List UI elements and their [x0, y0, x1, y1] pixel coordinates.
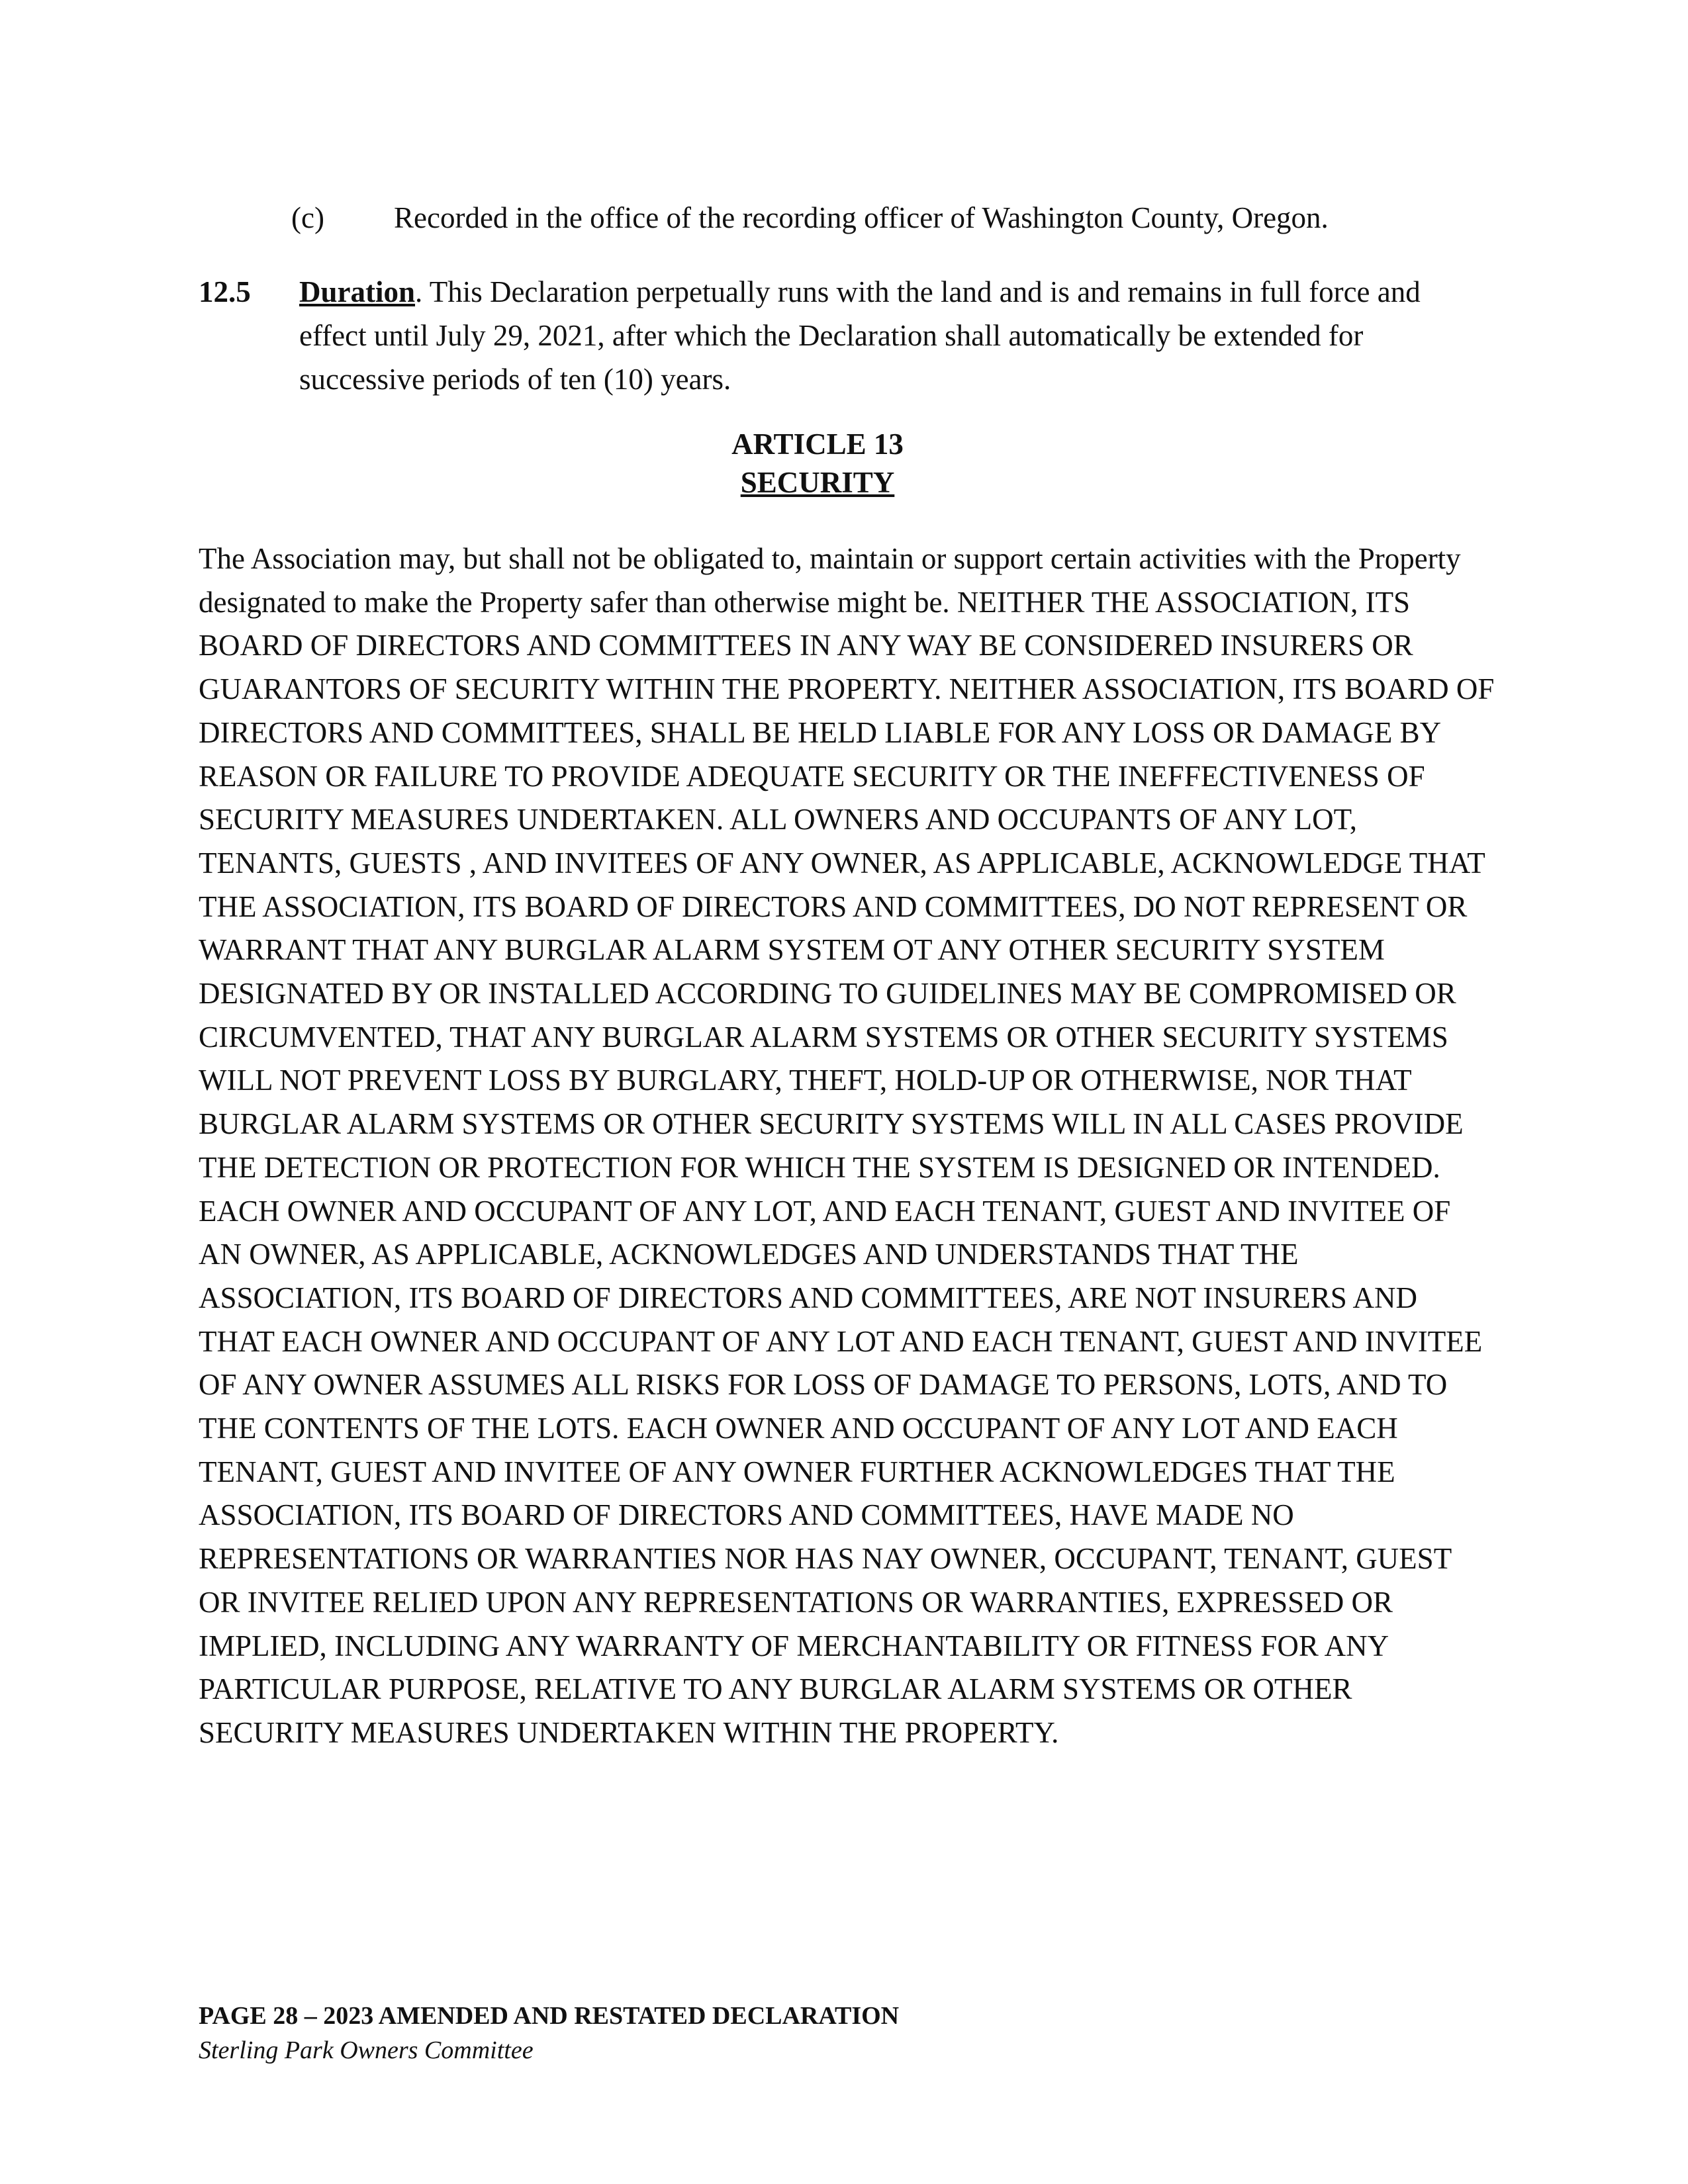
- section-heading: Duration: [299, 275, 416, 308]
- footer-committee: Sterling Park Owners Committee: [199, 2036, 534, 2064]
- section-12-5: [199, 270, 1496, 401]
- section-text: . This Declaration perpetually runs with the land and is and remains in full force and effect until July 29, 2021, after which the Declaration shall automatically be extended for successive periods of ten (10) years.: [299, 275, 1421, 396]
- section-number: 12.5: [199, 275, 251, 308]
- article-number: ARTICLE 13: [731, 428, 904, 461]
- page-footer: [199, 1999, 899, 2068]
- security-paragraph: The Association may, but shall not be obligated to, maintain or support certain activities with the Property designated to make the Property safer than otherwise might be. NEITHER THE ASSOCIATION, ITS BOARD OF DIRECTORS AND COMMITTEES IN ANY WAY BE CONSIDERED INSURERS OR GUARANTORS OF SECURITY WITHIN THE PROPERTY. NEITHER ASSOCIATION, ITS BOARD OF DIRECTORS AND COMMITTEES, SHALL BE HELD LIABLE FOR ANY LOSS OR DAMAGE BY REASON OR FAILURE TO PROVIDE ADEQUATE SECURITY OR THE INEFFECTIVENESS OF SECURITY MEASURES UNDERTAKEN. ALL OWNERS AND OCCUPANTS OF ANY LOT, TENANTS, GUESTS , AND INVITEES OF ANY OWNER, AS APPLICABLE, ACKNOWLEDGE THAT THE ASSOCIATION, ITS BOARD OF DIRECTORS AND COMMITTEES, DO NOT REPRESENT OR WARRANT THAT ANY BURGLAR ALARM SYSTEM OT ANY OTHER SECURITY SYSTEM DESIGNATED BY OR INSTALLED ACCORDING TO GUIDELINES MAY BE COMPROMISED OR CIRCUMVENTED, THAT ANY BURGLAR ALARM SYSTEMS OR OTHER SECURITY SYSTEMS WILL NOT PREVENT LOSS BY BURGLARY, THEFT, HOLD-UP OR OTHERWISE, NOR THAT BURGLAR ALARM SYSTEMS OR OTHER SECURITY SYSTEMS WILL IN ALL CASES PROVIDE THE DETECTION OR PROTECTION FOR WHICH THE SYSTEM IS DESIGNED OR INTENDED. EACH OWNER AND OCCUPANT OF ANY LOT, AND EACH TENANT, GUEST AND INVITEE OF AN OWNER, AS APPLICABLE, ACKNOWLEDGES AND UNDERSTANDS THAT THE ASSOCIATION, ITS BOARD OF DIRECTORS AND COMMITTEES, ARE NOT INSURERS AND THAT EACH OWNER AND OCCUPANT OF ANY LOT AND EACH TENANT, GUEST AND INVITEE OF ANY OWNER ASSUMES ALL RISKS FOR LOSS OF DAMAGE TO PERSONS, LOTS, AND TO THE CONTENTS OF THE LOTS. EACH OWNER AND OCCUPANT OF ANY LOT AND EACH TENANT, GUEST AND INVITEE OF ANY OWNER FURTHER ACKNOWLEDGES THAT THE ASSOCIATION, ITS BOARD OF DIRECTORS AND COMMITTEES, HAVE MADE NO REPRESENTATIONS OR WARRANTIES NOR HAS NAY OWNER, OCCUPANT, TENANT, GUEST OR INVITEE RELIED UPON ANY REPRESENTATIONS OR WARRANTIES, EXPRESSED OR IMPLIED, INCLUDING ANY WARRANTY OF MERCHANTABILITY OR FITNESS FOR ANY PARTICULAR PURPOSE, RELATIVE TO ANY BURGLAR ALARM SYSTEMS OR OTHER SECURITY MEASURES UNDERTAKEN WITHIN THE PROPERTY.: [199, 542, 1495, 1749]
- item-c-label: (c): [291, 201, 324, 234]
- section-body: [299, 270, 1491, 401]
- article-title: SECURITY: [740, 466, 895, 499]
- item-c: [291, 196, 1329, 240]
- footer-page-line: PAGE 28 – 2023 AMENDED AND RESTATED DECLARATION: [199, 2002, 900, 2030]
- item-c-text: Recorded in the office of the recording officer of Washington County, Oregon.: [394, 201, 1329, 234]
